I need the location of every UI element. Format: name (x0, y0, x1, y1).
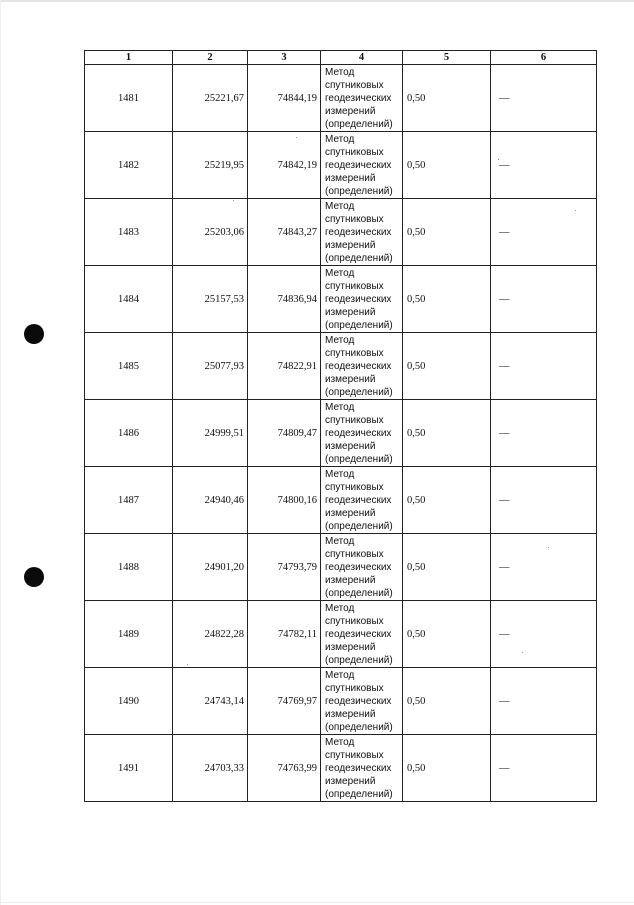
method-line: (определений) (325, 119, 393, 130)
column-header-6: 6 (491, 51, 597, 65)
method-cell (321, 266, 403, 333)
accuracy-cell: 0,50 (403, 199, 491, 266)
method-line: (определений) (325, 588, 393, 599)
point-number-cell: 1482 (85, 132, 173, 199)
method-cell (321, 333, 403, 400)
method-line: спутниковых (325, 683, 384, 694)
method-line: Метод (325, 134, 355, 145)
binder-hole-top (24, 324, 44, 344)
x-coordinate-cell: 24743,14 (173, 668, 248, 735)
table-row (85, 467, 597, 534)
method-line: Метод (325, 469, 355, 480)
method-line: геодезических (325, 428, 392, 439)
method-line: Метод (325, 603, 355, 614)
description-cell: — (491, 601, 597, 668)
x-coordinate-cell: 24703,33 (173, 735, 248, 802)
method-line: геодезических (325, 696, 392, 707)
column-header-2: 2 (173, 51, 248, 65)
method-line: геодезических (325, 629, 392, 640)
method-line: измерений (325, 441, 376, 452)
description-cell: — (491, 266, 597, 333)
accuracy-cell: 0,50 (403, 735, 491, 802)
accuracy-cell: 0,50 (403, 601, 491, 668)
method-line: спутниковых (325, 750, 384, 761)
column-header-4: 4 (321, 51, 403, 65)
method-line: измерений (325, 374, 376, 385)
method-line: геодезических (325, 227, 392, 238)
table-row (85, 199, 597, 266)
y-coordinate-cell: 74769,97 (248, 668, 321, 735)
method-line: (определений) (325, 387, 393, 398)
method-line: спутниковых (325, 415, 384, 426)
method-line: спутниковых (325, 147, 384, 158)
method-line: измерений (325, 173, 376, 184)
method-line: (определений) (325, 722, 393, 733)
x-coordinate-cell: 25203,06 (173, 199, 248, 266)
method-cell (321, 601, 403, 668)
description-cell: — (491, 333, 597, 400)
accuracy-cell: 0,50 (403, 400, 491, 467)
method-line: геодезических (325, 294, 392, 305)
method-line: геодезических (325, 361, 392, 372)
method-line: спутниковых (325, 214, 384, 225)
description-cell: — (491, 668, 597, 735)
table-row (85, 735, 597, 802)
column-header-3: 3 (248, 51, 321, 65)
point-number-cell: 1484 (85, 266, 173, 333)
method-line: (определений) (325, 655, 393, 666)
accuracy-cell: 0,50 (403, 333, 491, 400)
x-coordinate-cell: 24999,51 (173, 400, 248, 467)
method-line: измерений (325, 508, 376, 519)
method-line: (определений) (325, 454, 393, 465)
method-line: Метод (325, 737, 355, 748)
method-line: спутниковых (325, 281, 384, 292)
method-line: Метод (325, 670, 355, 681)
accuracy-cell: 0,50 (403, 534, 491, 601)
method-line: Метод (325, 335, 355, 346)
method-cell (321, 65, 403, 132)
description-cell: — (491, 132, 597, 199)
method-line: геодезических (325, 495, 392, 506)
method-line: Метод (325, 67, 355, 78)
accuracy-cell: 0,50 (403, 668, 491, 735)
method-line: Метод (325, 402, 355, 413)
description-cell: — (491, 467, 597, 534)
x-coordinate-cell: 25157,53 (173, 266, 248, 333)
point-number-cell: 1481 (85, 65, 173, 132)
method-line: спутниковых (325, 616, 384, 627)
table-header-row (85, 51, 597, 65)
description-cell: — (491, 65, 597, 132)
y-coordinate-cell: 74843,27 (248, 199, 321, 266)
method-line: Метод (325, 268, 355, 279)
method-line: геодезических (325, 763, 392, 774)
method-cell (321, 668, 403, 735)
point-number-cell: 1483 (85, 199, 173, 266)
y-coordinate-cell: 74800,16 (248, 467, 321, 534)
method-line: Метод (325, 201, 355, 212)
scan-left-edge (0, 0, 1, 905)
y-coordinate-cell: 74782,11 (248, 601, 321, 668)
table-row (85, 333, 597, 400)
table-row (85, 400, 597, 467)
accuracy-cell: 0,50 (403, 65, 491, 132)
table-body (85, 65, 597, 802)
table-row (85, 65, 597, 132)
table-row (85, 601, 597, 668)
description-cell: — (491, 735, 597, 802)
method-line: измерений (325, 776, 376, 787)
y-coordinate-cell: 74842,19 (248, 132, 321, 199)
method-line: геодезических (325, 160, 392, 171)
y-coordinate-cell: 74793,79 (248, 534, 321, 601)
x-coordinate-cell: 25077,93 (173, 333, 248, 400)
y-coordinate-cell: 74836,94 (248, 266, 321, 333)
method-line: (определений) (325, 253, 393, 264)
method-line: (определений) (325, 320, 393, 331)
scan-bottom-edge (0, 902, 634, 903)
method-cell (321, 735, 403, 802)
method-line: спутниковых (325, 80, 384, 91)
table-row (85, 668, 597, 735)
method-cell (321, 400, 403, 467)
method-line: спутниковых (325, 348, 384, 359)
method-line: спутниковых (325, 549, 384, 560)
y-coordinate-cell: 74763,99 (248, 735, 321, 802)
x-coordinate-cell: 24822,28 (173, 601, 248, 668)
y-coordinate-cell: 74822,91 (248, 333, 321, 400)
point-number-cell: 1489 (85, 601, 173, 668)
x-coordinate-cell: 24901,20 (173, 534, 248, 601)
method-line: (определений) (325, 789, 393, 800)
method-line: спутниковых (325, 482, 384, 493)
method-line: геодезических (325, 93, 392, 104)
method-cell (321, 534, 403, 601)
method-line: геодезических (325, 562, 392, 573)
point-number-cell: 1490 (85, 668, 173, 735)
y-coordinate-cell: 74809,47 (248, 400, 321, 467)
accuracy-cell: 0,50 (403, 132, 491, 199)
column-header-1: 1 (85, 51, 173, 65)
accuracy-cell: 0,50 (403, 467, 491, 534)
description-cell: — (491, 534, 597, 601)
table-row (85, 266, 597, 333)
method-cell (321, 467, 403, 534)
binder-hole-bottom (24, 567, 44, 587)
scan-top-edge (0, 0, 634, 2)
point-number-cell: 1491 (85, 735, 173, 802)
description-cell: — (491, 400, 597, 467)
accuracy-cell: 0,50 (403, 266, 491, 333)
y-coordinate-cell: 74844,19 (248, 65, 321, 132)
x-coordinate-cell: 25219,95 (173, 132, 248, 199)
method-line: измерений (325, 106, 376, 117)
table-row (85, 132, 597, 199)
column-header-5: 5 (403, 51, 491, 65)
table-row (85, 534, 597, 601)
description-cell: — (491, 199, 597, 266)
method-line: (определений) (325, 186, 393, 197)
method-cell (321, 132, 403, 199)
x-coordinate-cell: 25221,67 (173, 65, 248, 132)
method-cell (321, 199, 403, 266)
point-number-cell: 1485 (85, 333, 173, 400)
method-line: измерений (325, 240, 376, 251)
method-line: Метод (325, 536, 355, 547)
point-number-cell: 1488 (85, 534, 173, 601)
method-line: измерений (325, 642, 376, 653)
method-line: измерений (325, 575, 376, 586)
method-line: (определений) (325, 521, 393, 532)
point-number-cell: 1486 (85, 400, 173, 467)
x-coordinate-cell: 24940,46 (173, 467, 248, 534)
point-number-cell: 1487 (85, 467, 173, 534)
method-line: измерений (325, 709, 376, 720)
coordinates-table (84, 50, 597, 802)
method-line: измерений (325, 307, 376, 318)
